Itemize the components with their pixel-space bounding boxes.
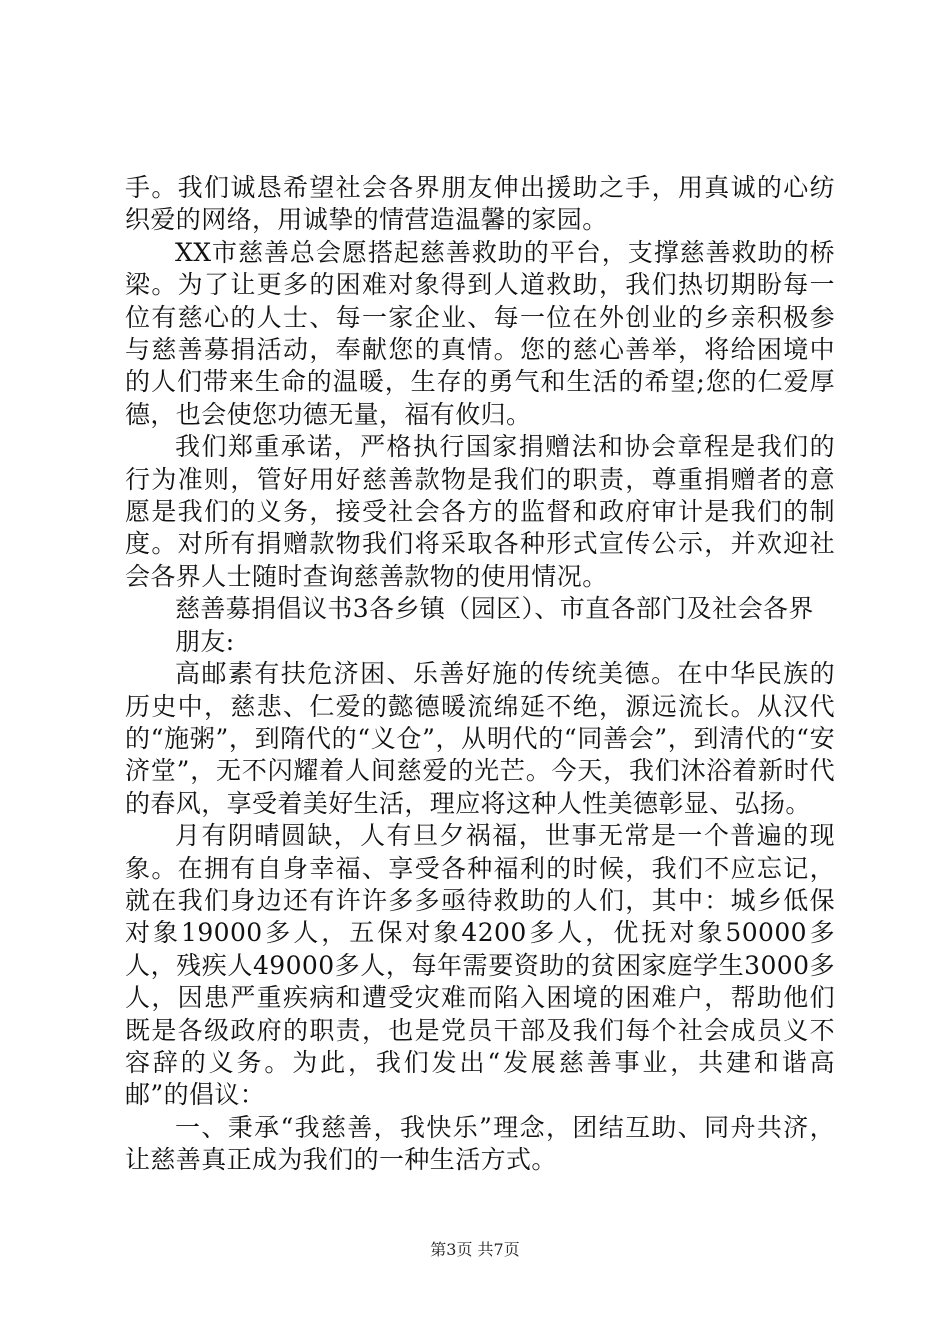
document-body — [125, 172, 835, 1177]
paragraph-need-for-aid: 月有阴晴圆缺，人有旦夕祸福，世事无常是一个普遍的现象。在拥有自身幸福、享受各种福利的时候，我们不应忘记，就在我们身边还有许许多多亟待救助的人们，其中：城乡低保对象19000多人，五保对象4200多人，优抚对象50000多人，残疾人49000多人，每年需要资助的贫困家庭学生3000多人，因患严重疾病和遭受灾难而陷入困境的困难户，帮助他们既是各级政府的职责，也是党员干部及我们每个社会成员义不容辞的义务。为此，我们发出“发展慈善事业，共建和谐高邮”的倡议： — [125, 821, 835, 1110]
paragraph-salutation: 朋友: — [175, 626, 235, 656]
paragraph-proposal-heading: 慈善募捐倡议书3各乡镇（园区）、市直各部门及社会各界 — [175, 594, 814, 624]
paragraph-continuation: 手。我们诚恳希望社会各界朋友伸出援助之手，用真诚的心纺织爱的网络，用诚挚的情营造温馨的家园。 — [125, 173, 835, 235]
page-number-footer: 第3页 共7页 — [430, 1240, 520, 1259]
paragraph-proposal-item-1: 一、秉承“我慈善，我快乐”理念，团结互助、同舟共济，让慈善真正成为我们的一种生活方式。 — [125, 1112, 835, 1175]
paragraph-charity-platform: XX市慈善总会愿搭起慈善救助的平台，支撑慈善救助的桥梁。为了让更多的困难对象得到人道救助，我们热切期盼每一位有慈心的人士、每一家企业、每一位在外创业的乡亲积极参与慈善募捐活动，奉献您的真情。您的慈心善举，将给困境中的人们带来生命的温暖，生存的勇气和生活的希望;您的仁爱厚德，也会使您功德无量，福有攸归。 — [125, 237, 835, 429]
paragraph-commitment: 我们郑重承诺，严格执行国家捐赠法和协会章程是我们的行为准则，管好用好慈善款物是我们的职责，尊重捐赠者的意愿是我们的义务，接受社会各方的监督和政府审计是我们的制度。对所有捐赠款物我们将采取各种形式宣传公示，并欢迎社会各界人士随时查询慈善款物的使用情况。 — [125, 432, 835, 591]
paragraph-tradition: 高邮素有扶危济困、乐善好施的传统美德。在中华民族的历史中，慈悲、仁爱的懿德暖流绵延不绝，源远流长。从汉代的“施粥”，到隋代的“义仓”，从明代的“同善会”，到清代的“安济堂”，无不闪耀着人间慈爱的光芒。今天，我们沐浴着新时代的春风，享受着美好生活，理应将这种人性美德彰显、弘扬。 — [125, 659, 835, 818]
